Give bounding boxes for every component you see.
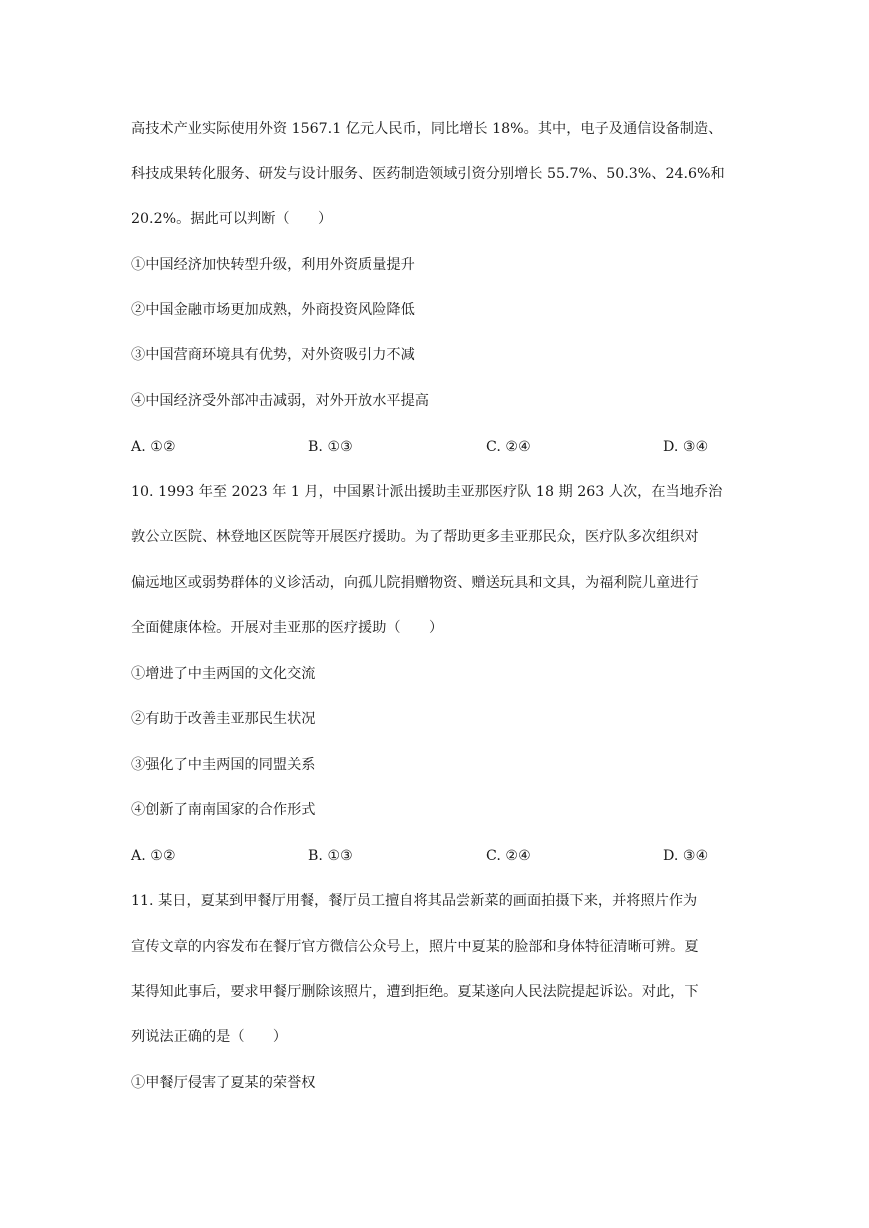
- q10-statement-3: ③强化了中圭两国的同盟关系: [131, 757, 316, 773]
- q10-option-d: D. ③④: [663, 848, 709, 864]
- q9-stem-line-3: 20.2%。据此可以判断（ ）: [131, 211, 333, 227]
- q9-option-b: B. ①③: [308, 439, 353, 455]
- q10-statement-4: ④创新了南南国家的合作形式: [131, 802, 316, 818]
- q11-stem-line-2: 宣传文章的内容发布在餐厅官方微信公众号上，照片中夏某的脸部和身体特征清晰可辨。夏: [131, 939, 699, 955]
- q10-stem-line-4: 全面健康体检。开展对圭亚那的医疗援助（ ）: [131, 620, 444, 636]
- q9-statement-2: ②中国金融市场更加成熟，外商投资风险降低: [131, 302, 415, 318]
- q9-statement-3: ③中国营商环境具有优势，对外资吸引力不减: [131, 347, 415, 363]
- q10-statement-2: ②有助于改善圭亚那民生状况: [131, 711, 316, 727]
- q9-statement-4: ④中国经济受外部冲击减弱，对外开放水平提高: [131, 393, 429, 409]
- q11-stem-line-1: 11. 某日，夏某到甲餐厅用餐，餐厅员工擅自将其品尝新菜的画面拍摄下来，并将照片作为: [131, 893, 698, 909]
- q10-option-b: B. ①③: [308, 848, 353, 864]
- q11-statement-1: ①甲餐厅侵害了夏某的荣誉权: [131, 1075, 316, 1091]
- q11-stem-line-3: 某得知此事后，要求甲餐厅删除该照片，遭到拒绝。夏某遂向人民法院提起诉讼。对此，下: [131, 984, 699, 1000]
- q9-option-d: D. ③④: [663, 439, 709, 455]
- q10-statement-1: ①增进了中圭两国的文化交流: [131, 666, 316, 682]
- q9-stem-line-1: 高技术产业实际使用外资 1567.1 亿元人民币，同比增长 18%。其中，电子及通信设备制造、: [131, 121, 723, 137]
- q9-stem-line-2: 科技成果转化服务、研发与设计服务、医药制造领域引资分别增长 55.7%、50.3%、24.6%和: [131, 166, 725, 182]
- q10-stem-line-3: 偏远地区或弱势群体的义诊活动，向孤儿院捐赠物资、赠送玩具和文具，为福利院儿童进行: [131, 575, 699, 591]
- q9-statement-1: ①中国经济加快转型升级，利用外资质量提升: [131, 257, 415, 273]
- q11-stem-line-4: 列说法正确的是（ ）: [131, 1029, 288, 1045]
- q10-stem-line-2: 敦公立医院、林登地区医院等开展医疗援助。为了帮助更多圭亚那民众，医疗队多次组织对: [131, 529, 699, 545]
- q10-option-a: A. ①②: [131, 848, 176, 864]
- q9-option-a: A. ①②: [131, 439, 176, 455]
- q10-stem-line-1: 10. 1993 年至 2023 年 1 月，中国累计派出援助圭亚那医疗队 18 期 263 人次，在当地乔治: [131, 484, 723, 500]
- q10-option-c: C. ②④: [486, 848, 531, 864]
- q9-option-c: C. ②④: [486, 439, 531, 455]
